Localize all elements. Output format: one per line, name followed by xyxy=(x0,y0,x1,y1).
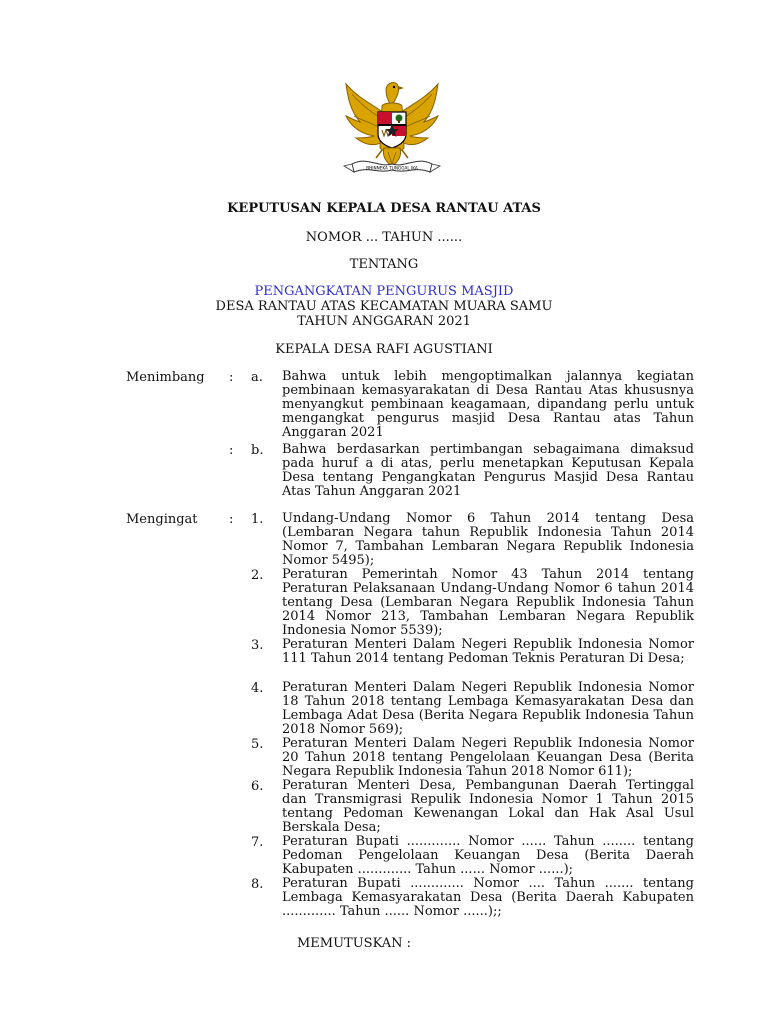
mengingat-item-3: Peraturan Menteri Dalam Negeri Republik Indonesia Nomor 111 Tahun 2014 tentang Pedoman Teknis Peraturan Di Desa; xyxy=(282,637,694,666)
mengingat-item-2: Peraturan Pemerintah Nomor 43 Tahun 2014 tentang Peraturan Pelaksanaan Undang-Undang Nomor 6 tahun 2014 tentang Desa (Lembaran Negara Republik Indonesia Tahun 2014 Nomor 213, Tambahan Lembaran Negara Republik Indonesia Nomor 5539); xyxy=(282,567,694,638)
official-name: KEPALA DESA RAFI AGUSTIANI xyxy=(275,342,493,357)
mengingat-item-5: Peraturan Menteri Dalam Negeri Republik Indonesia Nomor 20 Tahun 2018 tentang Pengelolaan Keuangan Desa (Berita Negara Republik Indonesia Tahun 2018 Nomor 611); xyxy=(282,736,694,779)
mengingat-item-6: Peraturan Menteri Desa, Pembangunan Daerah Tertinggal dan Transmigrasi Repulik Indonesia Nomor 1 Tahun 2015 tentang Pedoman Kewenangan Lokal dan Hak Asal Usul Berskala Desa; xyxy=(282,778,694,835)
menimbang-label: Menimbang xyxy=(126,370,205,385)
mengingat-label: Mengingat xyxy=(126,512,198,527)
document-number: NOMOR ... TAHUN ...... xyxy=(305,230,463,245)
mengingat-marker-2: 2. xyxy=(251,568,264,583)
emblem-motto: BHINNEKA TUNGGAL IKA xyxy=(366,165,418,171)
subject-line-1: PENGANGKATAN PENGURUS MASJID xyxy=(254,284,514,299)
menimbang-marker-a: a. xyxy=(251,370,263,385)
mengingat-item-4: Peraturan Menteri Dalam Negeri Republik Indonesia Nomor 18 Tahun 2018 tentang Lembaga Kemasyarakatan Desa dan Lembaga Adat Desa (Berita Negara Republik Indonesia Tahun 2018 Nomor 569); xyxy=(282,680,694,737)
garuda-emblem-icon xyxy=(338,76,446,176)
mengingat-marker-3: 3. xyxy=(251,638,264,653)
document-title: KEPUTUSAN KEPALA DESA RANTAU ATAS xyxy=(227,201,541,216)
menimbang-item-b: Bahwa berdasarkan pertimbangan sebagaimana dimaksud pada huruf a di atas, perlu menetapkan Keputusan Kepala Desa tentang Pengangkatan Pengurus Masjid Desa Rantau Atas Tahun Anggaran 2021 xyxy=(282,442,694,499)
mengingat-marker-4: 4. xyxy=(251,681,264,696)
menimbang-item-a: Bahwa untuk lebih mengoptimalkan jalannya kegiatan pembinaan kemasyarakatan di Desa Rantau Atas khususnya menyangkut pembinaan keagamaan, dipandang perlu untuk mengangkat pengurus masjid Desa Rantau atas Tahun Anggaran 2021 xyxy=(282,369,694,440)
mengingat-marker-7: 7. xyxy=(251,835,264,850)
subject-line-2: DESA RANTAU ATAS KECAMATAN MUARA SAMU xyxy=(215,299,553,314)
mengingat-marker-6: 6. xyxy=(251,779,264,794)
menimbang-marker-b: b. xyxy=(251,443,264,458)
about-label: TENTANG xyxy=(349,257,419,272)
decision-heading: MEMUTUSKAN : xyxy=(296,936,412,951)
menimbang-colon: : xyxy=(229,370,234,385)
menimbang-colon-b: : xyxy=(229,443,234,458)
mengingat-colon: : xyxy=(229,512,234,527)
mengingat-marker-8: 8. xyxy=(251,877,264,892)
subject-line-3: TAHUN ANGGARAN 2021 xyxy=(297,314,471,329)
mengingat-item-7: Peraturan Bupati ............. Nomor ...... Tahun ........ tentang Pedoman Pengelolaan Keuangan Desa (Berita Daerah Kabupaten ............. Tahun ...... Nomor ......); xyxy=(282,834,694,877)
mengingat-marker-1: 1. xyxy=(251,512,264,527)
mengingat-item-1: Undang-Undang Nomor 6 Tahun 2014 tentang Desa (Lembaran Negara tahun Republik Indonesia Tahun 2014 Nomor 7, Tambahan Lembaran Negara Republik Indonesia Nomor 5495); xyxy=(282,511,694,568)
mengingat-marker-5: 5. xyxy=(251,737,264,752)
mengingat-item-8: Peraturan Bupati ............. Nomor .... Tahun ....... tentang Lembaga Kemasyarakatan Desa (Berita Daerah Kabupaten ............. Tahun ...... Nomor ......);; xyxy=(282,876,694,919)
